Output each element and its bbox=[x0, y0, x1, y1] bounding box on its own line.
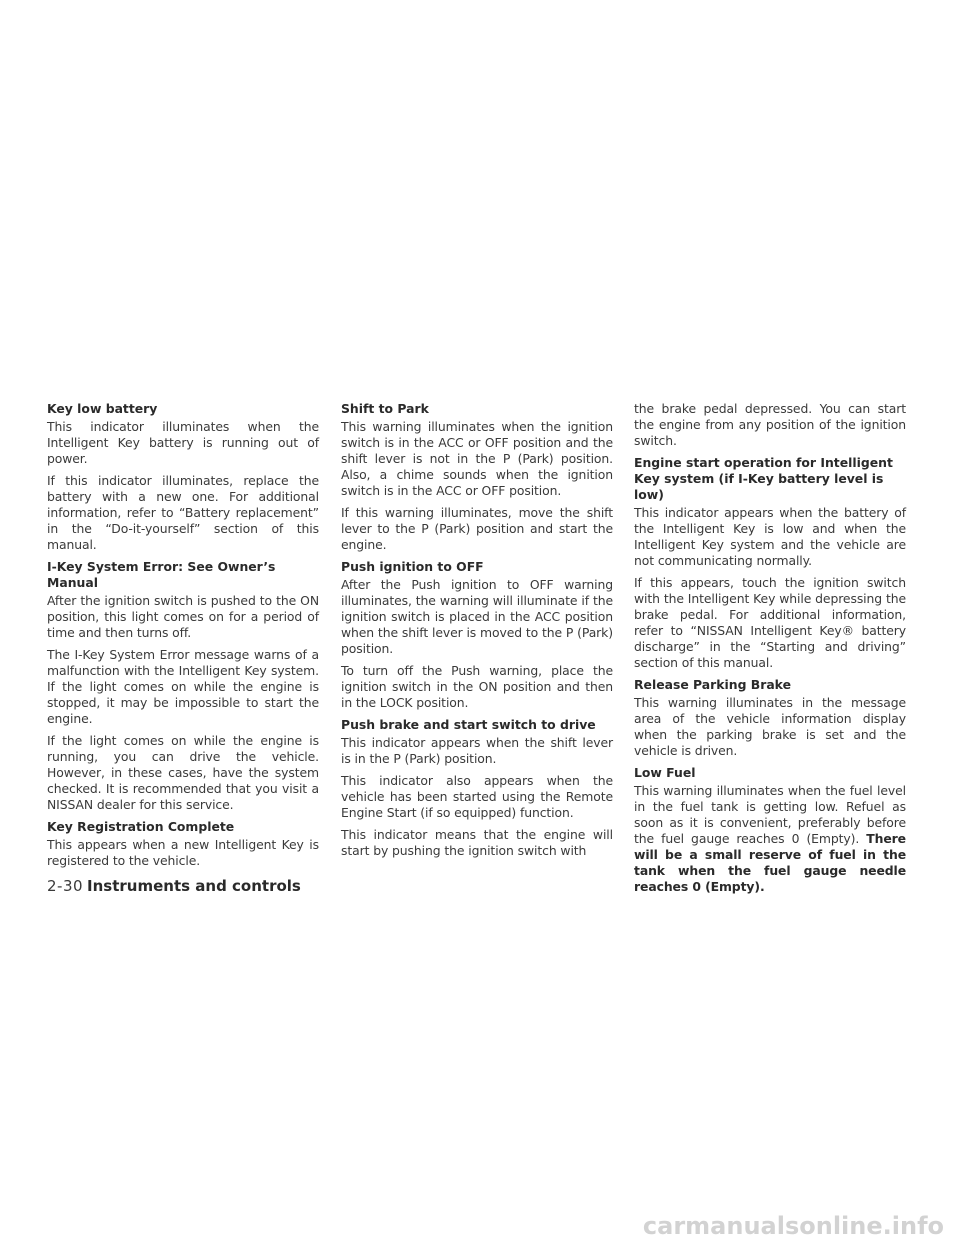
release-parking-brake-heading: Release Parking Brake bbox=[634, 677, 791, 692]
push-ignition-heading: Push ignition to OFF bbox=[341, 559, 484, 574]
ikey-error-paragraph-1: After the ignition switch is pushed to the ON position, this light comes on for a period of time and then turns off. bbox=[47, 593, 319, 640]
right-column bbox=[634, 401, 906, 901]
push-ignition-paragraph-1: After the Push ignition to OFF warning illuminates, the warning will illuminate if the ignition switch is placed in the ACC position when the shift lever is moved to the P (Park) position. bbox=[341, 577, 613, 656]
push-brake-paragraph-3-continued: the brake pedal depressed. You can start the engine from any position of the ignition switch. bbox=[634, 401, 906, 448]
low-fuel-paragraph-1 bbox=[634, 783, 906, 895]
page-footer bbox=[47, 876, 301, 896]
shift-to-park-paragraph-1: This warning illuminates when the ignition switch is in the ACC or OFF position and the shift lever is not in the P (Park) position. Also, a chime sounds when the ignition switch is in the ACC or OFF position. bbox=[341, 419, 613, 498]
watermark-logo: carmanualsonline.info bbox=[642, 1212, 944, 1240]
release-parking-brake-paragraph-1: This warning illuminates in the message area of the vehicle information display when the parking brake is set and the vehicle is driven. bbox=[634, 695, 906, 758]
middle-column bbox=[341, 401, 613, 865]
key-registration-heading: Key Registration Complete bbox=[47, 819, 235, 834]
ikey-error-paragraph-2: The I-Key System Error message warns of a malfunction with the Intelligent Key system. If the light comes on while the engine is stopped, it may be impossible to start the engine. bbox=[47, 647, 319, 726]
key-low-battery-paragraph-2: If this indicator illuminates, replace the battery with a new one. For additional information, refer to “Battery replacement” in the “Do-it-yourself” section of this manual. bbox=[47, 473, 319, 552]
low-fuel-bold-text: There will be a small reserve of fuel in the tank when the fuel gauge needle reaches 0 (Empty). bbox=[634, 831, 906, 894]
push-brake-paragraph-3: This indicator means that the engine will start by pushing the ignition switch with bbox=[341, 827, 613, 858]
push-brake-paragraph-2: This indicator also appears when the vehicle has been started using the Remote Engine Start (if so equipped) function. bbox=[341, 773, 613, 820]
shift-to-park-heading: Shift to Park bbox=[341, 401, 429, 416]
key-low-battery-paragraph-1: This indicator illuminates when the Intelligent Key battery is running out of power. bbox=[47, 419, 319, 466]
engine-start-paragraph-1: This indicator appears when the battery of the Intelligent Key is low and when the Intelligent Key system and the vehicle are not communicating normally. bbox=[634, 505, 906, 568]
ikey-error-heading: I-Key System Error: See Owner’s Manual bbox=[47, 559, 276, 590]
section-title: Instruments and controls bbox=[87, 877, 301, 895]
low-fuel-heading: Low Fuel bbox=[634, 765, 696, 780]
page-number: 2-30 bbox=[47, 877, 84, 895]
ikey-error-paragraph-3: If the light comes on while the engine is running, you can drive the vehicle. However, in these cases, have the system checked. It is recommended that you visit a NISSAN dealer for this service. bbox=[47, 733, 319, 812]
left-column bbox=[47, 401, 319, 875]
low-fuel-text: This warning illuminates when the fuel level in the fuel tank is getting low. Refuel as soon as it is convenient, preferably before the fuel gauge reaches 0 (Empty). bbox=[634, 783, 906, 846]
push-brake-heading: Push brake and start switch to drive bbox=[341, 717, 596, 732]
engine-start-paragraph-2: If this appears, touch the ignition switch with the Intelligent Key while depressing the brake pedal. For additional information, refer to “NISSAN Intelligent Key® battery discharge” in the “Starting and driving” section of this manual. bbox=[634, 575, 906, 670]
engine-start-heading: Engine start operation for Intelligent Key system (if I-Key battery level is low) bbox=[634, 455, 893, 502]
push-ignition-paragraph-2: To turn off the Push warning, place the ignition switch in the ON position and then in the LOCK position. bbox=[341, 663, 613, 710]
key-registration-paragraph-1: This appears when a new Intelligent Key is registered to the vehicle. bbox=[47, 837, 319, 868]
push-brake-paragraph-1: This indicator appears when the shift lever is in the P (Park) position. bbox=[341, 735, 613, 766]
shift-to-park-paragraph-2: If this warning illuminates, move the shift lever to the P (Park) position and start the engine. bbox=[341, 505, 613, 552]
key-low-battery-heading: Key low battery bbox=[47, 401, 158, 416]
